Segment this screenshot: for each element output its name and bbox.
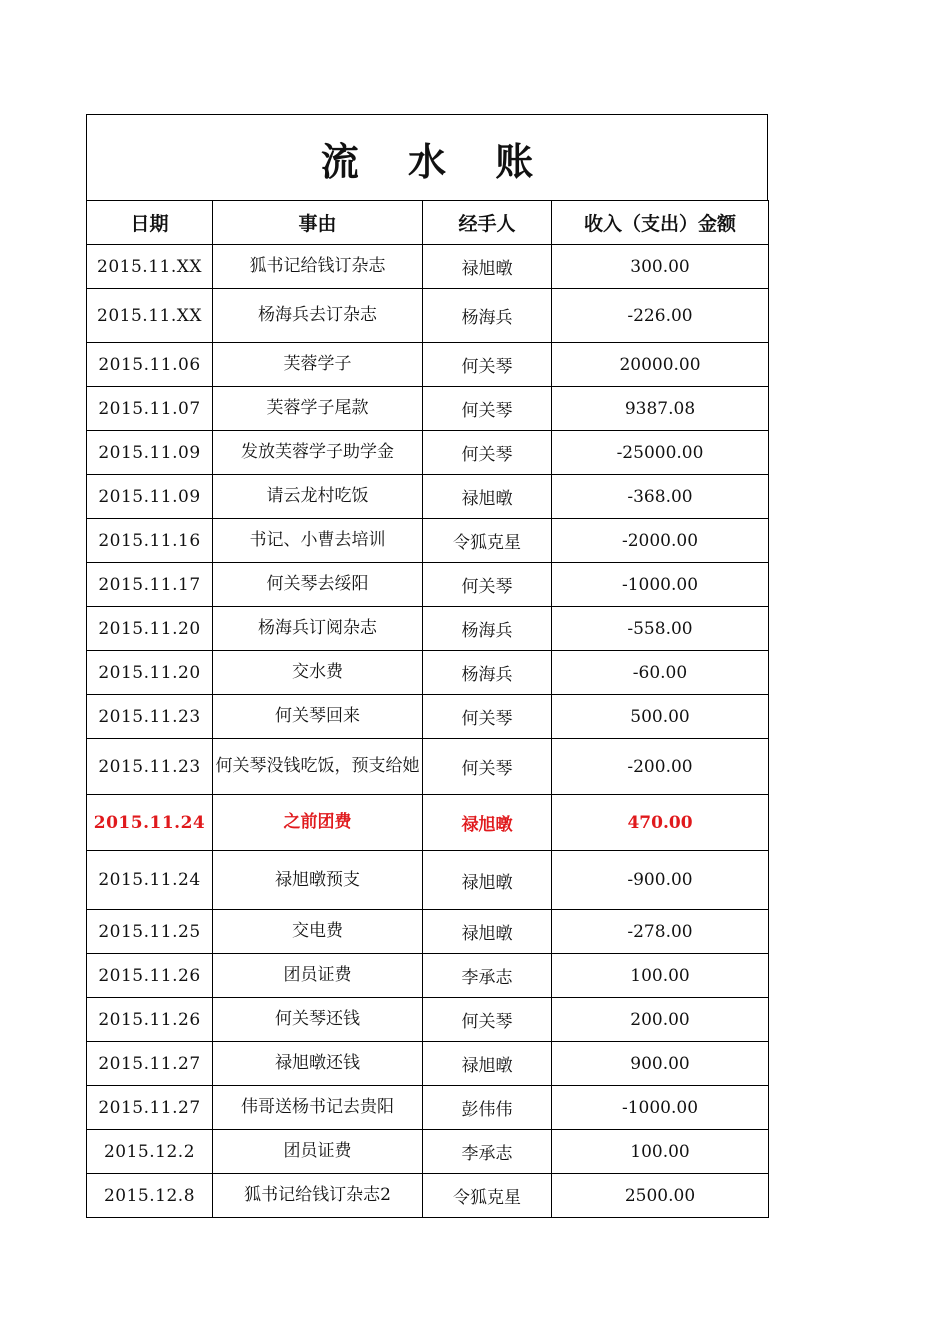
- amount-cell: 20000.00: [552, 343, 769, 387]
- amount-cell: 200.00: [552, 998, 769, 1042]
- table-row: [87, 1086, 769, 1130]
- table-row: [87, 289, 769, 343]
- reason-cell: 狐书记给钱订杂志2: [213, 1174, 423, 1218]
- handler-cell: 何关琴: [423, 387, 552, 431]
- handler-cell: 禄旭暾: [423, 795, 552, 851]
- date-cell: 2015.11.27: [87, 1086, 213, 1130]
- table-row: [87, 795, 769, 851]
- date-cell: 2015.11.25: [87, 910, 213, 954]
- table-row: [87, 695, 769, 739]
- table-row: [87, 651, 769, 695]
- date-cell: 2015.11.23: [87, 739, 213, 795]
- date-cell: 2015.11.09: [87, 475, 213, 519]
- handler-cell: 何关琴: [423, 431, 552, 475]
- handler-cell: 何关琴: [423, 695, 552, 739]
- table-row: [87, 563, 769, 607]
- amount-cell: -2000.00: [552, 519, 769, 563]
- date-cell: 2015.12.2: [87, 1130, 213, 1174]
- handler-cell: 禄旭暾: [423, 851, 552, 910]
- table-row: [87, 475, 769, 519]
- date-cell: 2015.11.16: [87, 519, 213, 563]
- handler-cell: 李承志: [423, 1130, 552, 1174]
- handler-cell: 杨海兵: [423, 607, 552, 651]
- reason-cell: 何关琴没钱吃饭，预支给她: [213, 739, 423, 795]
- handler-cell: 何关琴: [423, 739, 552, 795]
- reason-cell: 之前团费: [213, 795, 423, 851]
- title-cell: [86, 114, 768, 201]
- amount-cell: -368.00: [552, 475, 769, 519]
- date-cell: 2015.11.XX: [87, 289, 213, 343]
- amount-cell: 900.00: [552, 1042, 769, 1086]
- handler-cell: 禄旭暾: [423, 245, 552, 289]
- table-row: [87, 431, 769, 475]
- amount-cell: 2500.00: [552, 1174, 769, 1218]
- handler-cell: 杨海兵: [423, 651, 552, 695]
- ledger-table: [86, 200, 769, 1218]
- handler-cell: 何关琴: [423, 998, 552, 1042]
- handler-cell: 杨海兵: [423, 289, 552, 343]
- sheet-title: 流 水 账: [320, 138, 552, 184]
- reason-cell: 禄旭暾预支: [213, 851, 423, 910]
- handler-cell: 禄旭暾: [423, 1042, 552, 1086]
- reason-cell: 芙蓉学子尾款: [213, 387, 423, 431]
- header-reason: 事由: [213, 201, 423, 245]
- handler-cell: 何关琴: [423, 343, 552, 387]
- table-row: [87, 387, 769, 431]
- amount-cell: -278.00: [552, 910, 769, 954]
- date-cell: 2015.11.26: [87, 954, 213, 998]
- table-row: [87, 343, 769, 387]
- reason-cell: 何关琴回来: [213, 695, 423, 739]
- date-cell: 2015.11.07: [87, 387, 213, 431]
- handler-cell: 李承志: [423, 954, 552, 998]
- date-cell: 2015.12.8: [87, 1174, 213, 1218]
- amount-cell: -60.00: [552, 651, 769, 695]
- date-cell: 2015.11.20: [87, 607, 213, 651]
- amount-cell: 100.00: [552, 954, 769, 998]
- amount-cell: 100.00: [552, 1130, 769, 1174]
- reason-cell: 狐书记给钱订杂志: [213, 245, 423, 289]
- table-row: [87, 1042, 769, 1086]
- handler-cell: 彭伟伟: [423, 1086, 552, 1130]
- reason-cell: 请云龙村吃饭: [213, 475, 423, 519]
- reason-cell: 何关琴还钱: [213, 998, 423, 1042]
- amount-cell: 500.00: [552, 695, 769, 739]
- handler-cell: 何关琴: [423, 563, 552, 607]
- date-cell: 2015.11.24: [87, 851, 213, 910]
- reason-cell: 团员证费: [213, 954, 423, 998]
- table-row: [87, 851, 769, 910]
- table-row: [87, 607, 769, 651]
- reason-cell: 伟哥送杨书记去贵阳: [213, 1086, 423, 1130]
- reason-cell: 团员证费: [213, 1130, 423, 1174]
- table-row: [87, 910, 769, 954]
- ledger-body: [87, 245, 769, 1218]
- reason-cell: 交水费: [213, 651, 423, 695]
- reason-cell: 发放芙蓉学子助学金: [213, 431, 423, 475]
- reason-cell: 何关琴去绥阳: [213, 563, 423, 607]
- table-row: [87, 1130, 769, 1174]
- header-row: [87, 201, 769, 245]
- amount-cell: -1000.00: [552, 563, 769, 607]
- date-cell: 2015.11.24: [87, 795, 213, 851]
- header-date: 日期: [87, 201, 213, 245]
- amount-cell: 9387.08: [552, 387, 769, 431]
- amount-cell: -1000.00: [552, 1086, 769, 1130]
- date-cell: 2015.11.06: [87, 343, 213, 387]
- table-row: [87, 519, 769, 563]
- reason-cell: 杨海兵订阅杂志: [213, 607, 423, 651]
- date-cell: 2015.11.20: [87, 651, 213, 695]
- reason-cell: 芙蓉学子: [213, 343, 423, 387]
- header-amount: 收入（支出）金额: [552, 201, 769, 245]
- table-row: [87, 954, 769, 998]
- reason-cell: 杨海兵去订杂志: [213, 289, 423, 343]
- handler-cell: 令狐克星: [423, 1174, 552, 1218]
- date-cell: 2015.11.26: [87, 998, 213, 1042]
- amount-cell: 300.00: [552, 245, 769, 289]
- handler-cell: 禄旭暾: [423, 910, 552, 954]
- amount-cell: -558.00: [552, 607, 769, 651]
- amount-cell: -226.00: [552, 289, 769, 343]
- date-cell: 2015.11.27: [87, 1042, 213, 1086]
- date-cell: 2015.11.09: [87, 431, 213, 475]
- date-cell: 2015.11.XX: [87, 245, 213, 289]
- table-row: [87, 998, 769, 1042]
- handler-cell: 令狐克星: [423, 519, 552, 563]
- amount-cell: -900.00: [552, 851, 769, 910]
- date-cell: 2015.11.23: [87, 695, 213, 739]
- date-cell: 2015.11.17: [87, 563, 213, 607]
- amount-cell: -200.00: [552, 739, 769, 795]
- table-row: [87, 245, 769, 289]
- amount-cell: -25000.00: [552, 431, 769, 475]
- table-row: [87, 1174, 769, 1218]
- reason-cell: 禄旭暾还钱: [213, 1042, 423, 1086]
- handler-cell: 禄旭暾: [423, 475, 552, 519]
- reason-cell: 交电费: [213, 910, 423, 954]
- amount-cell: 470.00: [552, 795, 769, 851]
- header-handler: 经手人: [423, 201, 552, 245]
- reason-cell: 书记、小曹去培训: [213, 519, 423, 563]
- table-row: [87, 739, 769, 795]
